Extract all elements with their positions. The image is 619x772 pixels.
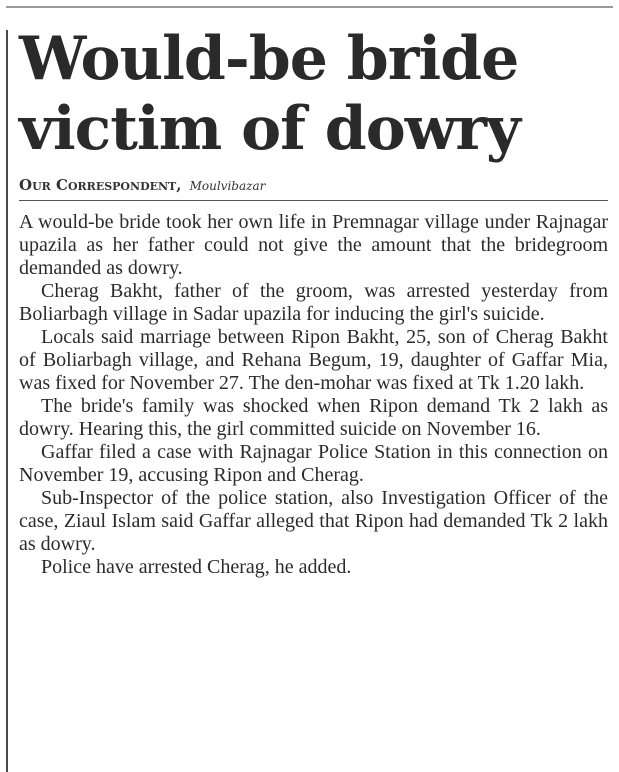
paragraph-5: Gaffar filed a case with Rajnagar Police Station in this connection on November 19, accusing Ripon and Cherag.: [19, 441, 608, 486]
paragraph-6: Sub-Inspector of the police station, also Investigation Officer of the case, Ziaul Islam said Gaffar alleged that Ripon had demanded Tk 2 lakh as dowry.: [19, 487, 608, 555]
headline-line-1: Would-be bride: [19, 24, 519, 94]
headline-line-2: victim of dowry: [19, 94, 520, 164]
paragraph-4: The bride's family was shocked when Ripon demand Tk 2 lakh as dowry. Hearing this, the girl committed suicide on November 16.: [19, 395, 608, 440]
top-rule: [6, 6, 613, 8]
article: [19, 24, 608, 579]
paragraph-1: A would-be bride took her own life in Premnagar village under Rajnagar upazila as her father could not give the amount that the bridegroom demanded as dowry.: [19, 211, 608, 279]
paragraph-3: Locals said marriage between Ripon Bakht, 25, son of Cherag Bakht of Boliarbagh village, and Rehana Begum, 19, daughter of Gaffar Mia, was fixed for November 27. The den-mohar was fixed at Tk 1.20 lakh.: [19, 326, 608, 394]
byline-correspondent: Our Correspondent,: [19, 176, 182, 194]
byline-location: Moulvibazar: [189, 179, 266, 193]
paragraph-2: Cherag Bakht, father of the groom, was arrested yesterday from Boliarbagh village in Sadar upazila for inducing the girl's suicide.: [19, 280, 608, 325]
paragraph-7: Police have arrested Cherag, he added.: [41, 556, 352, 578]
article-body: [19, 211, 608, 579]
byline: [19, 176, 608, 201]
headline: [19, 24, 608, 164]
column-rule: [6, 30, 8, 772]
